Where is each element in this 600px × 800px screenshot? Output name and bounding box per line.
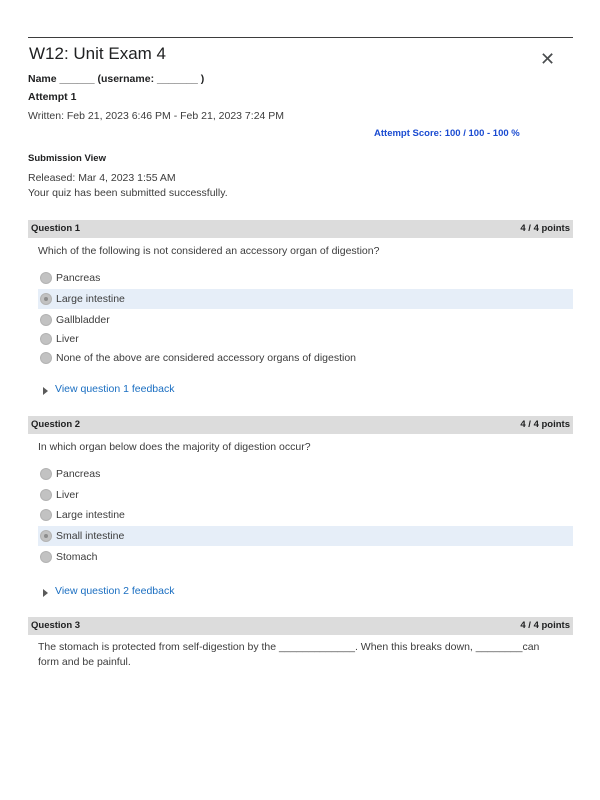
radio-button[interactable] <box>40 352 52 364</box>
option-label: Pancreas <box>56 272 101 284</box>
question-2-header <box>28 416 573 434</box>
question-2-feedback-link[interactable] <box>43 585 174 597</box>
question-1-option[interactable] <box>38 310 573 330</box>
feedback-link-label: View question 2 feedback <box>55 585 175 597</box>
question-2-option[interactable] <box>38 485 573 505</box>
question-label: Question 1 <box>31 223 81 234</box>
option-label: None of the above are considered accessory organs of digestion <box>56 352 357 364</box>
option-label: Large intestine <box>56 509 125 521</box>
feedback-link-label: View question 1 feedback <box>55 383 175 395</box>
radio-button[interactable] <box>40 551 52 563</box>
question-1-option-selected[interactable] <box>38 289 573 309</box>
question-1-option[interactable] <box>38 268 573 288</box>
radio-button[interactable] <box>40 314 52 326</box>
written-timestamp: Written: Feb 21, 2023 6:46 PM - Feb 21, 2023 7:24 PM <box>28 110 285 122</box>
option-label: Gallbladder <box>56 314 110 326</box>
radio-button[interactable] <box>40 333 52 345</box>
question-2-option-selected[interactable] <box>38 526 573 546</box>
option-label: Liver <box>56 489 79 501</box>
question-3-header <box>28 617 573 635</box>
question-3-text: The stomach is protected from self-digestion by the _____________. When this breaks down, ________can form and be painful. <box>38 641 540 668</box>
question-label: Question 3 <box>31 620 81 631</box>
radio-button-selected[interactable] <box>40 293 52 305</box>
option-label: Large intestine <box>56 293 125 305</box>
question-points: 4 / 4 points <box>520 223 570 234</box>
submission-message: Your quiz has been submitted successfully. <box>28 187 228 199</box>
expand-triangle-icon <box>43 589 48 597</box>
name-line: Name ______ (username: _______ ) <box>28 73 205 85</box>
radio-button[interactable] <box>40 509 52 521</box>
option-label: Pancreas <box>56 468 101 480</box>
radio-button-selected[interactable] <box>40 530 52 542</box>
radio-button[interactable] <box>40 468 52 480</box>
question-1-feedback-link[interactable] <box>43 383 174 395</box>
question-points: 4 / 4 points <box>520 620 570 631</box>
option-label: Small intestine <box>56 530 125 542</box>
attempt-label: Attempt 1 <box>28 91 77 103</box>
released-timestamp: Released: Mar 4, 2023 1:55 AM <box>28 172 176 184</box>
page-title: W12: Unit Exam 4 <box>29 44 166 63</box>
question-2-option[interactable] <box>38 547 573 567</box>
question-1-option[interactable] <box>38 348 573 368</box>
attempt-score: Attempt Score: 100 / 100 - 100 % <box>374 128 520 139</box>
radio-button[interactable] <box>40 272 52 284</box>
question-points: 4 / 4 points <box>520 419 570 430</box>
option-label: Liver <box>56 333 79 345</box>
question-1-header <box>28 220 573 238</box>
top-divider <box>28 37 573 38</box>
option-label: Stomach <box>56 551 98 563</box>
question-2-option[interactable] <box>38 505 573 525</box>
question-1-option[interactable] <box>38 329 573 349</box>
question-1-text: Which of the following is not considered an accessory organ of digestion? <box>38 245 380 257</box>
question-2-option[interactable] <box>38 464 573 484</box>
question-label: Question 2 <box>31 419 81 430</box>
question-2-text: In which organ below does the majority of digestion occur? <box>38 441 311 453</box>
close-icon[interactable]: ✕ <box>540 49 556 69</box>
expand-triangle-icon <box>43 387 48 395</box>
submission-view-heading: Submission View <box>28 153 106 164</box>
radio-button[interactable] <box>40 489 52 501</box>
